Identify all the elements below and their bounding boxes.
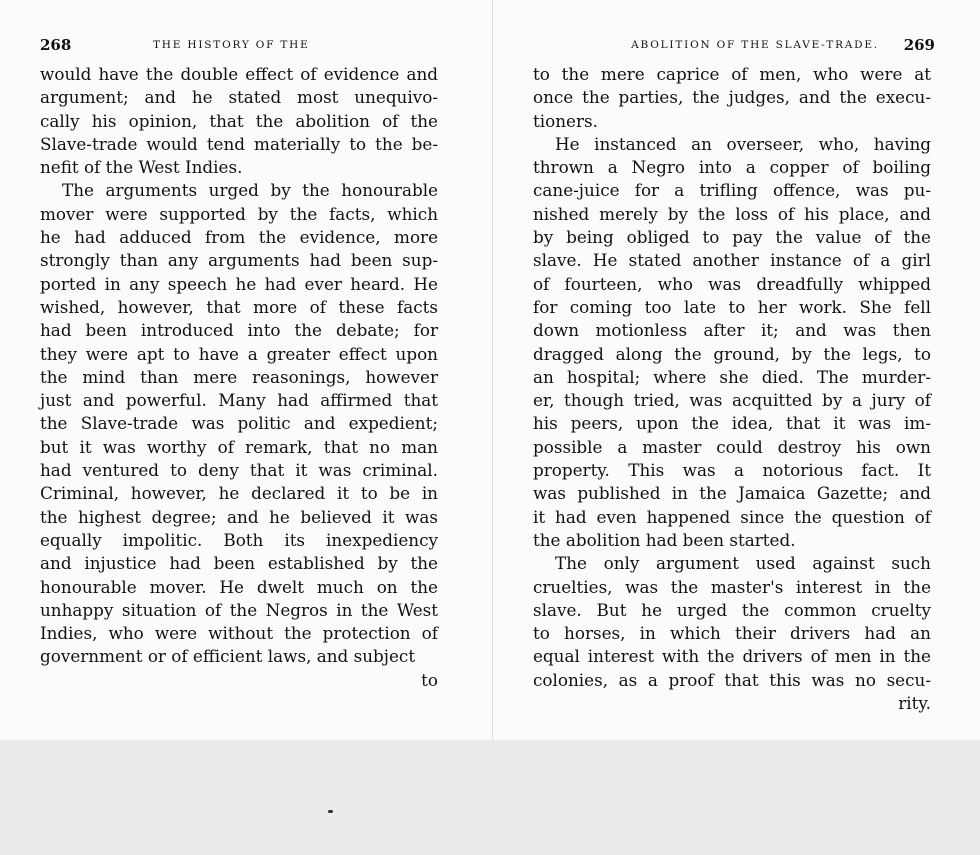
text-line: slave. He stated another instance of a girl [533, 250, 931, 271]
text-line: strongly than any arguments had been sup- [40, 250, 438, 271]
left-page [0, 0, 492, 740]
text-line: the mind than mere reasonings, however [40, 366, 438, 387]
left-body-text [40, 63, 438, 692]
text-line: Criminal, however, he declared it to be in [40, 483, 438, 504]
text-line: for coming too late to her work. She fell [533, 296, 931, 317]
text-line: to the mere caprice of men, who were at [533, 64, 931, 84]
text-line: The arguments urged by the honourable [62, 180, 438, 201]
text-line: equal interest with the drivers of men in the [533, 646, 931, 667]
text-line: The only argument used against such [555, 553, 931, 574]
text-line: possible a master could destroy his own [533, 436, 931, 457]
text-line: He instanced an overseer, who, having [555, 133, 931, 154]
text-line: thrown a Negro into a copper of boiling [533, 157, 931, 178]
text-line: cruelties, was the master's interest in the [533, 576, 931, 597]
catchword: to [421, 669, 438, 690]
text-line: had ventured to deny that it was criminal. [40, 460, 438, 481]
text-line: er, though tried, was acquitted by a jury of [533, 390, 931, 411]
text-line: and injustice had been established by the [40, 553, 438, 574]
text-line: equally impolitic. Both its inexpediency [40, 529, 438, 550]
text-line: just and powerful. Many had affirmed that [40, 390, 438, 411]
text-line: the highest degree; and he believed it was [40, 506, 438, 527]
text-line: cally his opinion, that the abolition of the [40, 110, 438, 131]
text-line: government or of efficient laws, and subject [40, 646, 416, 667]
text-line: argument; and he stated most unequivo- [40, 87, 438, 108]
text-line: his peers, upon the idea, that it was im- [533, 413, 931, 434]
text-line: nefit of the West Indies. [40, 157, 243, 178]
right-page-number: 269 [903, 36, 935, 54]
text-line: but it was worthy of remark, that no man [40, 436, 438, 457]
text-line: slave. But he urged the common cruelty [533, 599, 931, 620]
text-line: Indies, who were without the protection of [40, 623, 438, 644]
text-line: wished, however, that more of these facts [40, 296, 438, 317]
text-line: by being obliged to pay the value of the [533, 227, 931, 248]
text-line: dragged along the ground, by the legs, to [533, 343, 931, 364]
text-line: it had even happened since the question of [533, 506, 931, 527]
left-running-title: THE HISTORY OF THE [153, 39, 310, 51]
text-line: property. This was a notorious fact. It [533, 460, 931, 481]
text-line: was published in the Jamaica Gazette; and [533, 483, 931, 504]
text-line: mover were supported by the facts, which [40, 203, 438, 224]
text-line: unhappy situation of the Negros in the West [40, 599, 438, 620]
text-line: of fourteen, who was dreadfully whipped [533, 273, 931, 294]
right-page [492, 0, 980, 740]
text-line: Slave-trade would tend materially to the be- [40, 133, 438, 154]
left-running-head [40, 36, 442, 63]
text-line: he had adduced from the evidence, more [40, 227, 438, 248]
text-line: rity. [898, 693, 931, 714]
text-line: they were apt to have a greater effect upon [40, 343, 438, 364]
text-line: an hospital; where she died. The murder- [533, 366, 931, 387]
text-line: tioners. [533, 110, 598, 131]
text-line: ported in any speech he had ever heard. He [40, 273, 438, 294]
text-line: colonies, as a proof that this was no secu- [533, 669, 931, 690]
text-line: to horses, in which their drivers had an [533, 623, 931, 644]
text-line: the Slave-trade was politic and expedient; [40, 413, 438, 434]
text-line: honourable mover. He dwelt much on the [40, 576, 438, 597]
right-running-head [533, 36, 935, 63]
text-line: had been introduced into the debate; for [40, 320, 438, 341]
right-body-text [533, 63, 931, 715]
left-page-number: 268 [40, 36, 72, 54]
text-line: nished merely by the loss of his place, and [533, 203, 931, 224]
text-line: the abolition had been started. [533, 529, 796, 550]
right-running-title: ABOLITION OF THE SLAVE-TRADE. [631, 39, 879, 51]
text-line: cane-juice for a trifling offence, was pu- [533, 180, 931, 201]
text-line: would have the double effect of evidence and [40, 64, 438, 84]
text-line: down motionless after it; and was then [533, 320, 931, 341]
text-line: once the parties, the judges, and the execu- [533, 87, 931, 108]
scan-speck [328, 810, 333, 813]
